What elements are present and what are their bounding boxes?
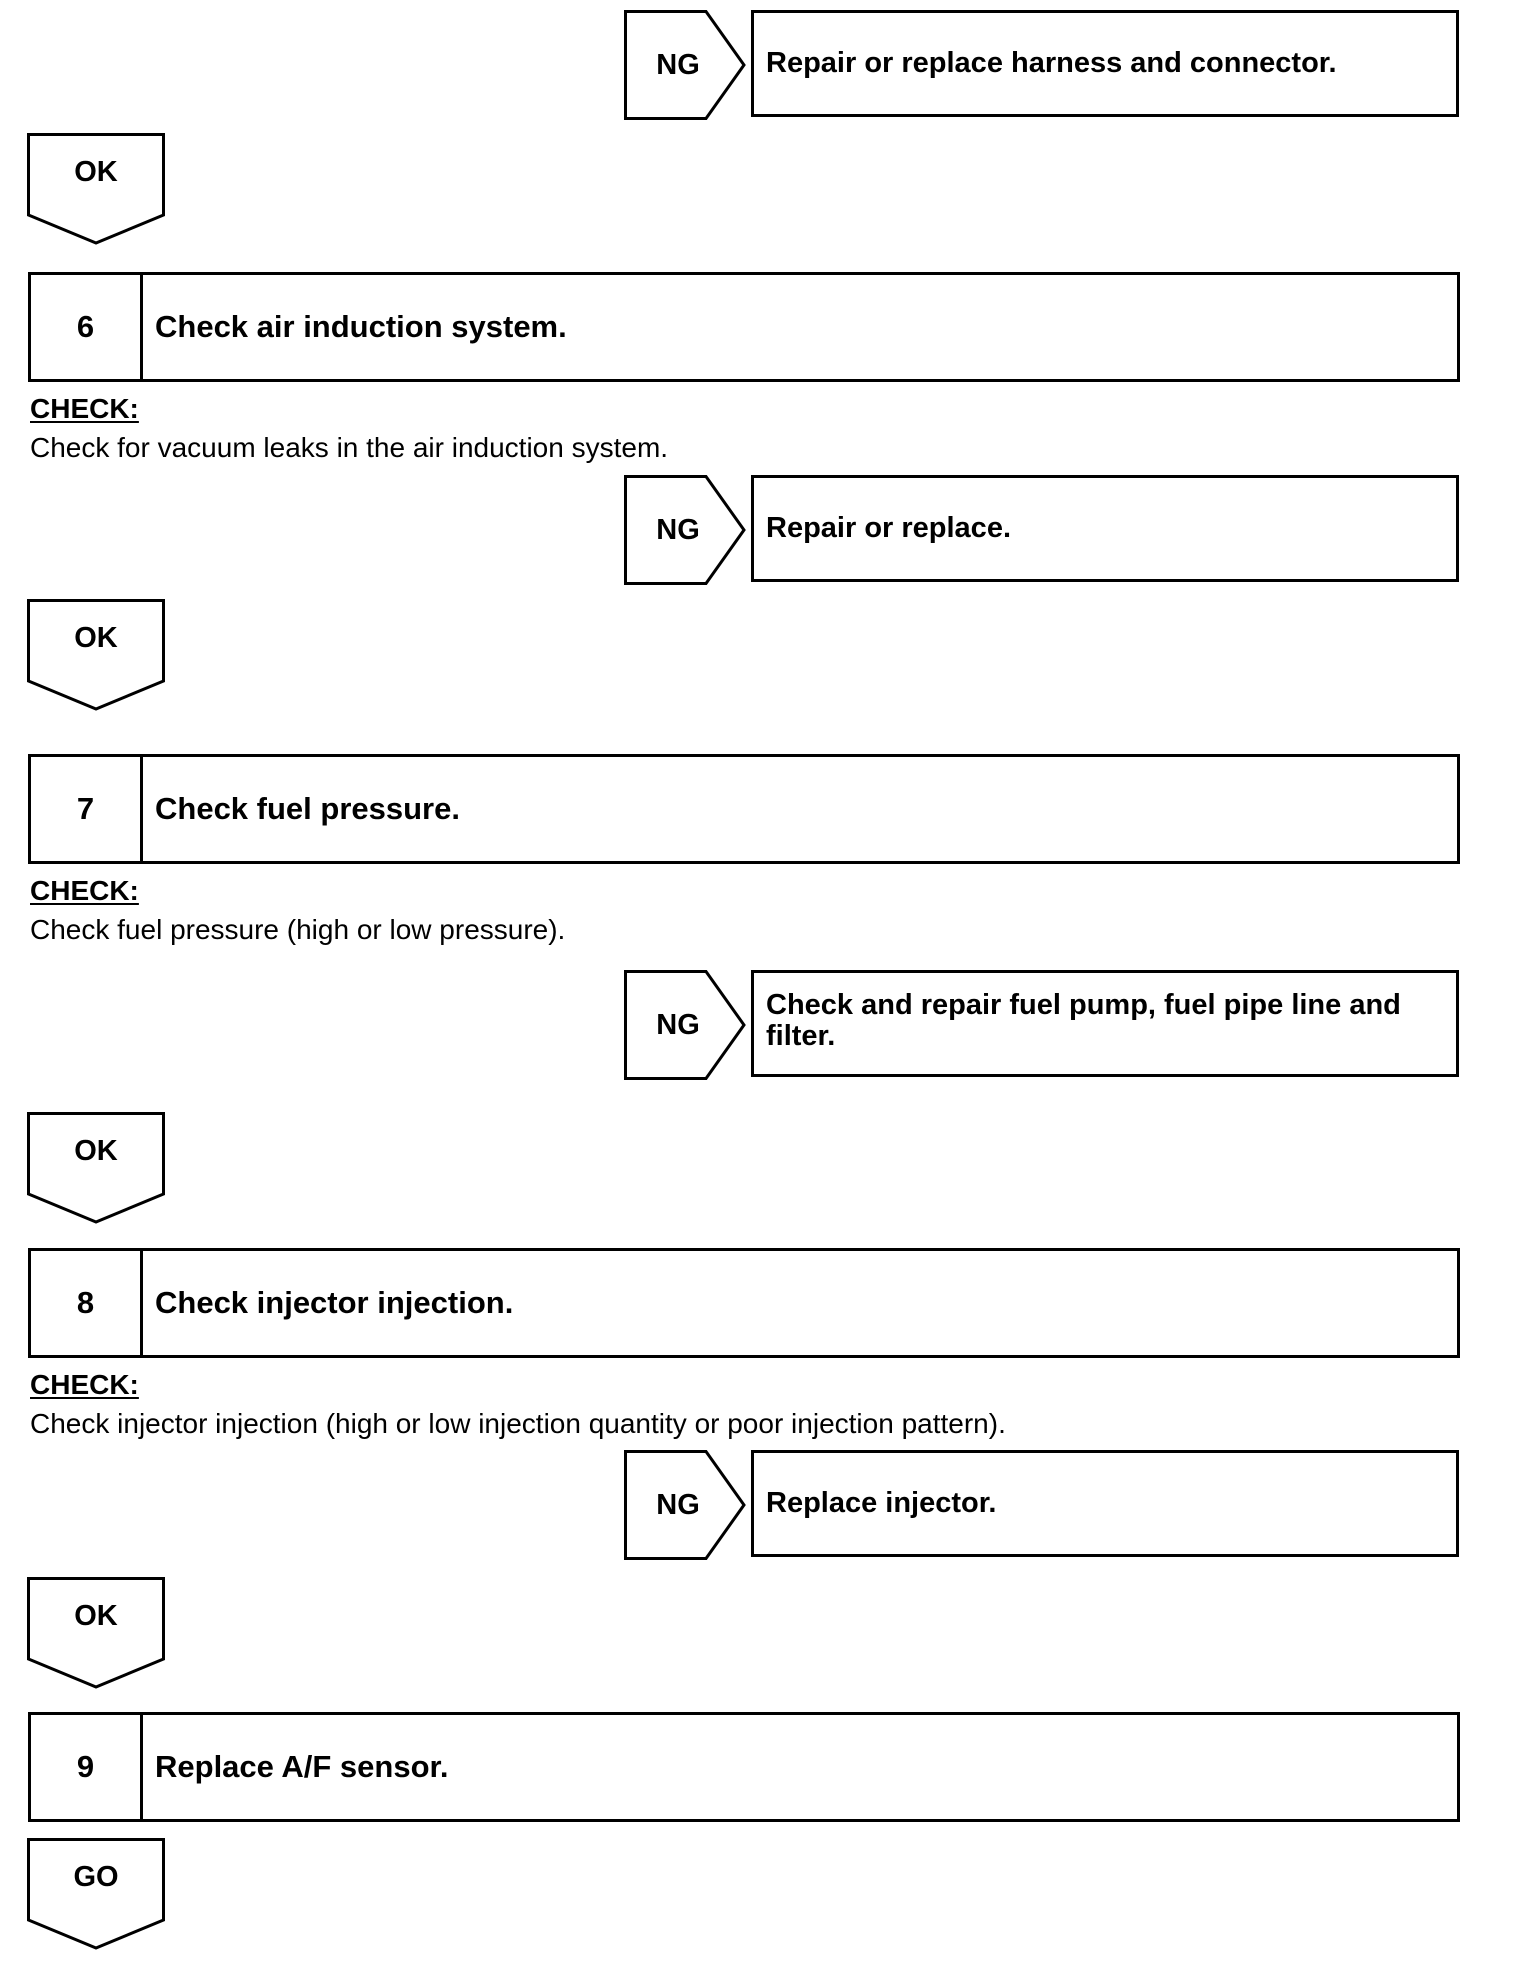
step-number: 7	[31, 757, 143, 861]
ok-arrow	[27, 133, 165, 245]
ok-label: OK	[74, 1135, 118, 1167]
ng-label: NG	[656, 514, 700, 546]
ok-arrow	[27, 1577, 165, 1689]
step-6-box	[28, 272, 1460, 382]
result-text: Repair or replace harness and connector.	[766, 47, 1337, 79]
go-arrow	[27, 1838, 165, 1950]
ng-label: NG	[656, 1489, 700, 1521]
check-text: Check fuel pressure (high or low pressure).	[30, 914, 566, 945]
step-title: Replace A/F sensor.	[155, 1749, 449, 1784]
step-title: Check air induction system.	[155, 309, 567, 344]
ng-tag	[624, 10, 748, 120]
step-number: 9	[31, 1715, 143, 1819]
ng-tag	[624, 1450, 748, 1560]
result-box	[751, 10, 1459, 117]
result-box	[751, 970, 1459, 1077]
go-label: GO	[73, 1861, 119, 1893]
result-box	[751, 1450, 1459, 1557]
ok-label: OK	[74, 156, 118, 188]
ok-label: OK	[74, 1600, 118, 1632]
result-box	[751, 475, 1459, 582]
ok-arrow	[27, 1112, 165, 1224]
step-8-box	[28, 1248, 1460, 1358]
result-text: Replace injector.	[766, 1487, 997, 1519]
check-heading: CHECK:	[30, 875, 139, 906]
ng-label: NG	[656, 1009, 700, 1041]
ng-tag	[624, 970, 748, 1080]
step-number: 8	[31, 1251, 143, 1355]
ok-label: OK	[74, 622, 118, 654]
ng-label: NG	[656, 49, 700, 81]
check-heading: CHECK:	[30, 1369, 139, 1400]
ng-tag	[624, 475, 748, 585]
result-text: Check and repair fuel pump, fuel pipe line and filter.	[766, 989, 1401, 1052]
step-title: Check fuel pressure.	[155, 791, 460, 826]
step-9-box	[28, 1712, 1460, 1822]
check-text: Check for vacuum leaks in the air induction system.	[30, 432, 669, 463]
ok-arrow	[27, 599, 165, 711]
step-7-box	[28, 754, 1460, 864]
result-text: Repair or replace.	[766, 512, 1011, 544]
check-heading: CHECK:	[30, 393, 139, 424]
check-text: Check injector injection (high or low injection quantity or poor injection pattern).	[30, 1408, 1006, 1439]
step-title: Check injector injection.	[155, 1285, 514, 1320]
step-number: 6	[31, 275, 143, 379]
